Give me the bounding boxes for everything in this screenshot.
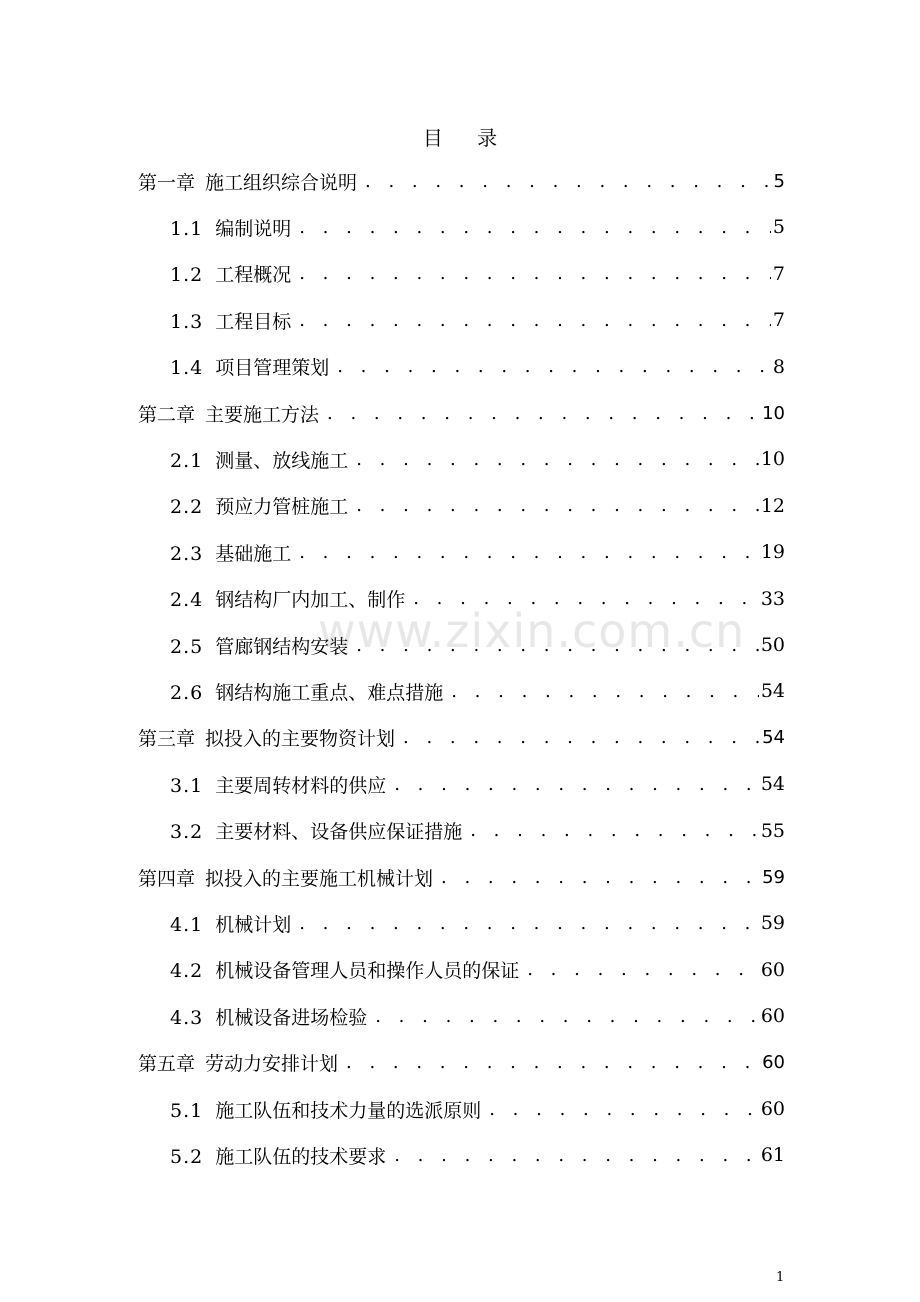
toc-dot-leader xyxy=(403,727,760,748)
toc-entry-page: 8 xyxy=(772,355,785,378)
toc-entry-text: 基础施工 xyxy=(215,542,292,565)
toc-entry-section[interactable] xyxy=(170,993,785,1039)
toc-dot-leader xyxy=(356,449,759,470)
toc-entry-number: 3.2 xyxy=(170,821,204,844)
toc-entry-page: 59 xyxy=(762,866,785,888)
toc-entry-label xyxy=(170,539,291,566)
toc-dot-leader xyxy=(299,217,771,238)
toc-dot-leader xyxy=(527,959,759,980)
toc-entry-section[interactable] xyxy=(170,1132,785,1178)
toc-entry-page: 5 xyxy=(773,170,785,192)
toc-dot-leader xyxy=(394,1145,759,1166)
toc-entry-text: 主要施工方法 xyxy=(205,403,320,426)
toc-dot-leader xyxy=(337,356,771,377)
toc-dot-leader xyxy=(356,635,759,656)
toc-entry-number: 第五章 xyxy=(138,1053,196,1076)
toc-entry-text: 测量、放线施工 xyxy=(215,449,349,472)
toc-entry-section[interactable] xyxy=(170,576,785,622)
toc-entry-text: 机械计划 xyxy=(215,913,292,936)
toc-entry-number: 2.6 xyxy=(170,681,204,704)
toc-entry-text: 工程概况 xyxy=(215,264,292,287)
toc-entry-label xyxy=(170,771,386,798)
toc-entry-label xyxy=(170,307,291,334)
toc-entry-section[interactable] xyxy=(170,900,785,946)
toc-entry-section[interactable] xyxy=(170,761,785,807)
toc-entry-page: 10 xyxy=(760,448,785,471)
toc-entry-text: 劳动力安排计划 xyxy=(205,1053,339,1076)
toc-entry-chapter[interactable] xyxy=(138,715,785,761)
toc-entry-page: 54 xyxy=(762,727,785,749)
toc-entry-page: 50 xyxy=(760,634,785,656)
toc-entry-number: 3.1 xyxy=(170,774,204,797)
toc-entry-number: 1.1 xyxy=(170,217,204,240)
page-number: 1 xyxy=(776,1270,785,1285)
toc-entry-chapter[interactable] xyxy=(138,390,785,436)
toc-entry-page: 54 xyxy=(760,773,785,796)
toc-entry-number: 5.1 xyxy=(170,1099,204,1122)
toc-entry-label xyxy=(170,1003,367,1030)
toc-entry-label xyxy=(138,864,433,891)
toc-entry-number: 1.4 xyxy=(170,357,204,380)
toc-entry-text: 机械设备管理人员和操作人员的保证 xyxy=(215,960,520,983)
toc-entry-label xyxy=(170,446,348,473)
toc-entry-label xyxy=(170,910,291,937)
watermark: www.zixin.com.cn xyxy=(318,604,746,658)
toc-entry-page: 60 xyxy=(760,1005,785,1028)
toc-entry-text: 机械设备进场检验 xyxy=(215,1006,368,1029)
toc-entry-label xyxy=(170,1096,481,1123)
toc-dot-leader xyxy=(299,542,759,563)
toc-entry-page: 5 xyxy=(772,216,785,239)
toc-dot-leader xyxy=(413,588,759,609)
toc-entry-page: 19 xyxy=(760,541,785,564)
toc-entry-section[interactable] xyxy=(170,436,785,482)
toc-dot-leader xyxy=(451,681,759,702)
toc-entry-text: 项目管理策划 xyxy=(215,357,330,380)
toc-entry-number: 第二章 xyxy=(138,403,196,426)
toc-entry-label xyxy=(170,817,462,844)
toc-entry-section[interactable] xyxy=(170,808,785,854)
toc-entry-section[interactable] xyxy=(170,947,785,993)
toc-dot-leader xyxy=(299,913,759,934)
toc-dot-leader xyxy=(365,171,772,192)
toc-entry-label xyxy=(138,400,319,427)
toc-entry-section[interactable] xyxy=(170,344,785,390)
toc-entry-page: 7 xyxy=(772,309,785,332)
toc-entry-number: 4.2 xyxy=(170,960,204,983)
toc-dot-leader xyxy=(356,495,759,516)
toc-entry-page: 10 xyxy=(762,402,785,424)
toc-entry-number: 第四章 xyxy=(138,867,196,890)
toc-entry-section[interactable] xyxy=(170,204,785,250)
toc-entry-page: 61 xyxy=(760,1144,785,1167)
toc-entry-section[interactable] xyxy=(170,622,785,668)
toc-entry-label xyxy=(170,353,329,380)
toc-entry-number: 1.3 xyxy=(170,310,204,333)
toc-entry-section[interactable] xyxy=(170,297,785,343)
toc-entry-text: 管廊钢结构安装 xyxy=(215,635,349,658)
toc-entry-page: 54 xyxy=(760,680,785,703)
toc-entry-number: 第一章 xyxy=(138,171,196,194)
toc-entry-text: 编制说明 xyxy=(215,217,292,240)
toc-entry-chapter[interactable] xyxy=(138,158,785,204)
toc-entry-number: 2.5 xyxy=(170,635,204,658)
toc-dot-leader xyxy=(489,1099,759,1120)
toc-entry-text: 施工队伍的技术要求 xyxy=(215,1145,387,1168)
toc-dot-leader xyxy=(394,774,759,795)
toc-entry-label xyxy=(170,678,443,705)
toc-entry-text: 拟投入的主要施工机械计划 xyxy=(205,867,434,890)
toc-entry-section[interactable] xyxy=(170,529,785,575)
toc-entry-label xyxy=(170,956,519,983)
toc-title: 目 录 xyxy=(422,126,512,150)
toc-entry-page: 60 xyxy=(762,1052,785,1074)
toc-entry-label xyxy=(138,1049,338,1076)
toc-entry-text: 拟投入的主要物资计划 xyxy=(205,728,396,751)
toc-entry-text: 主要材料、设备供应保证措施 xyxy=(215,821,463,844)
toc-entry-chapter[interactable] xyxy=(138,854,785,900)
toc-entry-page: 55 xyxy=(760,819,785,842)
toc-entry-number: 1.2 xyxy=(170,264,204,287)
toc-entry-section[interactable] xyxy=(170,668,785,714)
toc-entry-text: 钢结构厂内加工、制作 xyxy=(215,589,406,612)
toc-entry-label xyxy=(170,492,348,519)
toc-entry-number: 2.2 xyxy=(170,496,204,519)
toc-dot-leader xyxy=(441,867,760,888)
toc-entry-section[interactable] xyxy=(170,251,785,297)
toc-entry-number: 2.3 xyxy=(170,542,204,565)
toc-entry-number: 5.2 xyxy=(170,1145,204,1168)
toc-entry-number: 4.3 xyxy=(170,1006,204,1029)
toc-entry-chapter[interactable] xyxy=(138,1040,785,1086)
toc-entry-page: 60 xyxy=(760,958,785,981)
toc-entry-text: 工程目标 xyxy=(215,310,292,333)
toc-entry-label xyxy=(170,1142,386,1169)
toc-entry-number: 2.4 xyxy=(170,589,204,612)
toc-dot-leader xyxy=(375,1006,759,1027)
toc-entry-number: 2.1 xyxy=(170,449,204,472)
toc-entry-text: 钢结构施工重点、难点措施 xyxy=(215,681,444,704)
toc-entry-label xyxy=(170,585,405,612)
toc-entry-text: 主要周转材料的供应 xyxy=(215,774,387,797)
toc-entry-label xyxy=(138,168,357,195)
toc-entry-label xyxy=(170,214,291,241)
toc-entry-section[interactable] xyxy=(170,483,785,529)
toc-entry-page: 59 xyxy=(760,912,785,935)
toc-entry-number: 第三章 xyxy=(138,728,196,751)
toc-dot-leader xyxy=(299,263,771,284)
toc-entry-page: 7 xyxy=(772,262,785,285)
toc-dot-leader xyxy=(299,310,771,331)
toc-entry-text: 预应力管桩施工 xyxy=(215,496,349,519)
toc-entry-number: 4.1 xyxy=(170,913,204,936)
toc-entry-text: 施工组织综合说明 xyxy=(205,171,358,194)
toc-entry-page: 60 xyxy=(760,1098,785,1120)
toc-dot-leader xyxy=(470,820,759,841)
toc-entry-label xyxy=(170,632,348,659)
toc-entry-label xyxy=(170,260,291,287)
toc-entry-page: 33 xyxy=(760,587,785,610)
toc-dot-leader xyxy=(327,403,760,424)
toc-entry-label xyxy=(138,724,395,751)
toc-dot-leader xyxy=(346,1052,760,1073)
toc-entry-page: 12 xyxy=(760,494,785,517)
toc-entry-text: 施工队伍和技术力量的选派原则 xyxy=(215,1099,482,1122)
toc-entry-section[interactable] xyxy=(170,1086,785,1132)
